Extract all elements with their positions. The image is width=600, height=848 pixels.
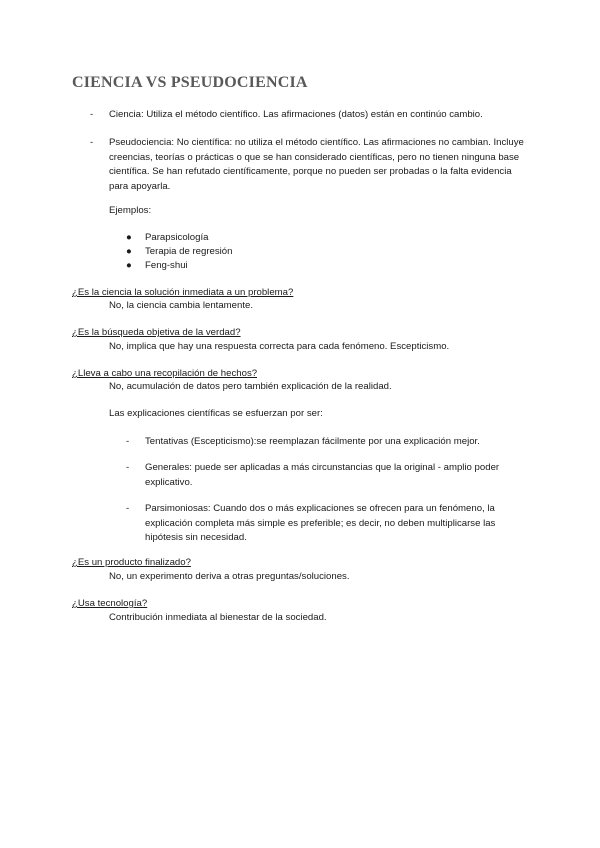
answer-text: Contribución inmediata al bienestar de la sociedad. [109,612,327,623]
dash-marker: - [126,436,130,447]
question-heading: ¿Usa tecnología? [72,598,148,609]
dash-marker: - [126,462,130,473]
explanation-text: Parsimoniosas: Cuando dos o más explicaciones se ofrecen para un fenómeno, la explicación completa más simple es preferible; es decir, no deben multiplicarse las hipótesis sin necesidad. [145,503,496,543]
bullet-icon: ● [126,232,132,243]
explanation-text: Tentativas (Escepticismo):se reemplazan fácilmente por una explicación mejor. [145,436,480,447]
definition-text: Ciencia: Utiliza el método científico. Las afirmaciones (datos) están en continúo cambio. [109,109,483,120]
answer-text: No, un experimento deriva a otras preguntas/soluciones. [109,571,350,582]
question-heading: ¿Es la ciencia la solución inmediata a un problema? [72,287,294,298]
page-title: CIENCIA VS PSEUDOCIENCIA [72,74,308,91]
examples-label: Ejemplos: [109,205,152,216]
explanation-text: Generales: puede ser aplicadas a más circunstancias que la original - amplio poder explicativo. [145,462,500,488]
example-label: Terapia de regresión [145,246,233,257]
example-label: Parapsicología [145,232,209,243]
question-heading: ¿Es un producto finalizado? [72,557,191,568]
example-label: Feng-shui [145,260,188,271]
explanations-intro: Las explicaciones científicas se esfuerzan por ser: [109,408,323,419]
bullet-icon: ● [126,260,132,271]
question-heading: ¿Lleva a cabo una recopilación de hechos? [72,368,258,379]
answer-text: No, acumulación de datos pero también explicación de la realidad. [109,381,392,392]
dash-marker: - [90,109,94,120]
question-heading: ¿Es la búsqueda objetiva de la verdad? [72,327,241,338]
dash-marker: - [126,503,130,514]
definition-text: Pseudociencia: No científica: no utiliza el método científico. Las afirmaciones no cambian. Incluye creencias, teorías o prácticas o que se han considerado científicas, pero no tienen ninguna base científica. Se han refutado científicamente, porque no pueden ser probadas o la falta evidencia para apoyarla. [109,137,524,192]
bullet-icon: ● [126,246,132,257]
dash-marker: - [90,137,94,148]
answer-text: No, la ciencia cambia lentamente. [109,300,253,311]
answer-text: No, implica que hay una respuesta correcta para cada fenómeno. Escepticismo. [109,341,450,352]
